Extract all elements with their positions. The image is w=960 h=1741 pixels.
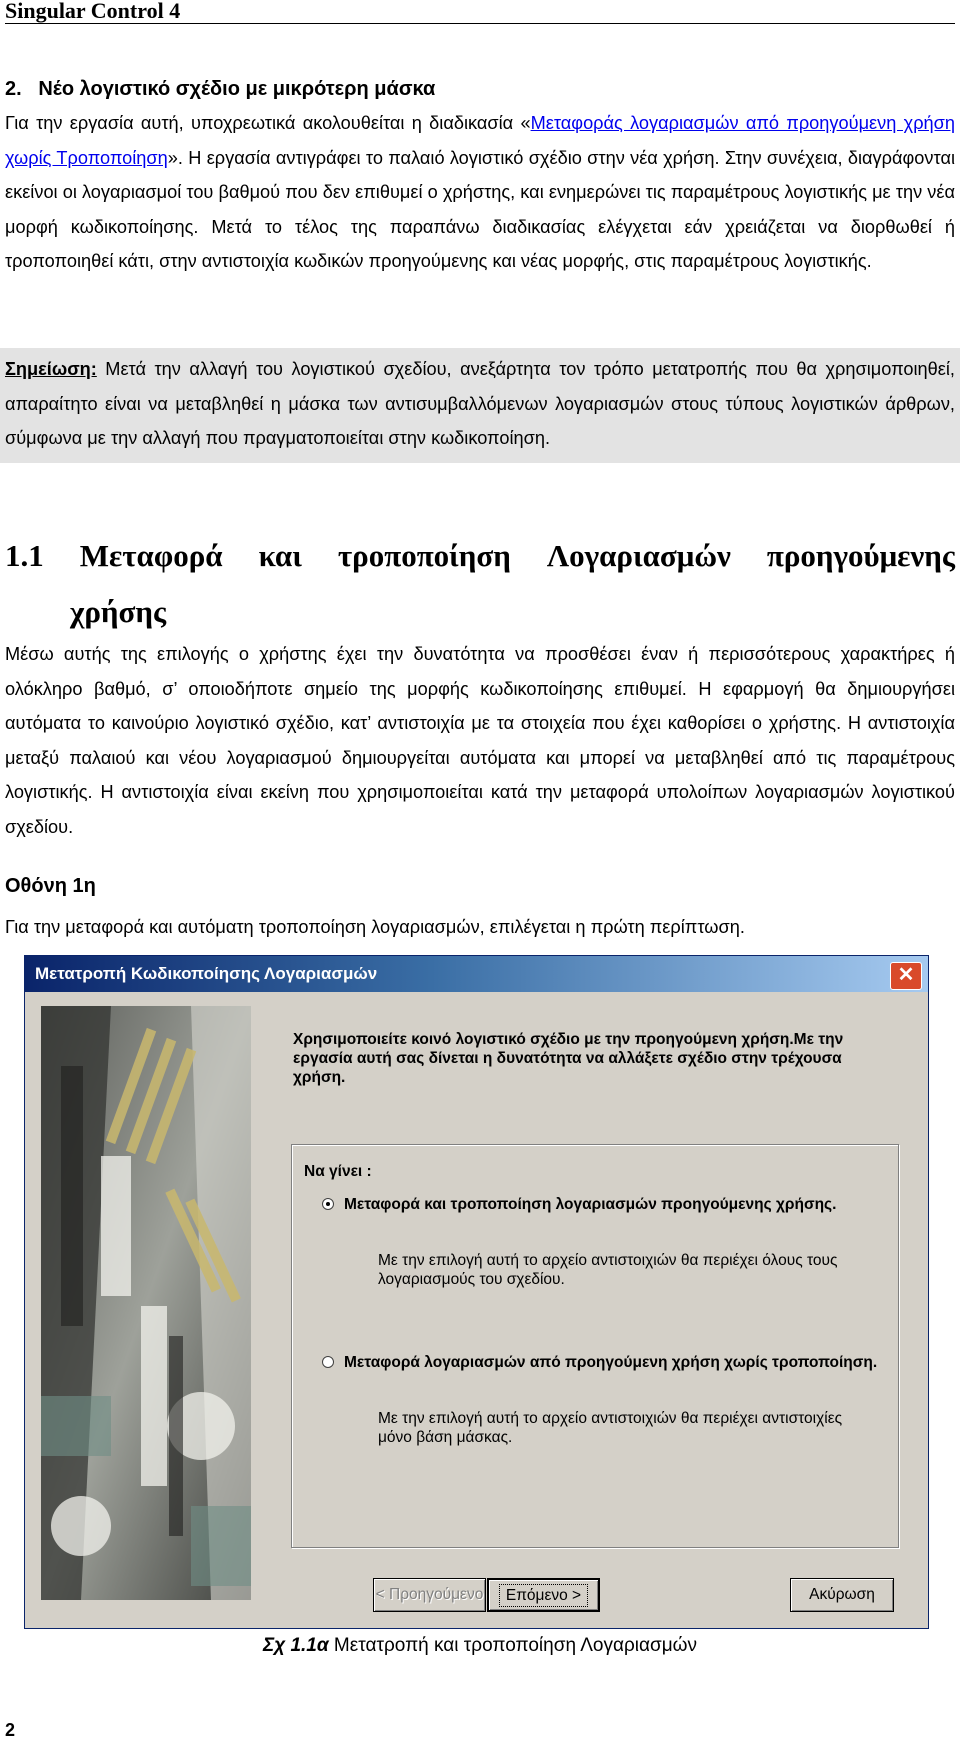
intro-paragraph: Για την εργασία αυτή, υποχρεωτικά ακολουθείται η διαδικασία «Μεταφοράς λογαριασμών από προηγούμενη χρήση χωρίς Τροποποίηση». Η εργασία αντιγράφει το παλαιό λογιστικό σχέδιο στην νέα χρήση. Στην συνέχεια, διαγράφονται εκείνοι οι λογαριασμοί του βαθμού που δεν επιθυμεί ο χρήστης, και ενημερώνει τις παραμέτρους λογιστικής με την νέα μορφή κωδικοποίησης. Μετά το τέλος της παραπάνω διαδικασίας ελέγχεται εάν χρειάζεται να διορθωθεί ή τροποποιηθεί κάτι, στην αντιστοιχία κωδικών προηγούμενης και νέας μορφής, στις παραμέτρους λογιστικής. xyxy=(5,113,955,271)
dialog-title: Μετατροπή Κωδικοποίησης Λογαριασμών xyxy=(35,964,378,983)
transfer-without-modification-link[interactable]: Μεταφοράς λογαριασμών από προηγούμενη χρήση χωρίς Τροποποίηση xyxy=(5,113,955,168)
option-transfer-modify-desc: Με την επιλογή αυτή το αρχείο αντιστοιχιών θα περιέχει όλους τους λογαριασμούς του σχεδίου. xyxy=(378,1252,838,1288)
option-transfer-no-modify-desc: Με την επιλογή αυτή το αρχείο αντιστοιχιών θα περιέχει αντιστοιχίες μόνο βάση μάσκας. xyxy=(378,1410,843,1446)
section-heading: 2. Νέο λογιστικό σχέδιο με μικρότερη μάσκα xyxy=(5,78,436,100)
screen-title: Οθόνη 1η xyxy=(5,875,96,897)
cancel-button[interactable]: Ακύρωση xyxy=(790,1578,894,1612)
chapter-heading: 1.1 Μεταφορά και τροποποίηση Λογαριασμών προηγούμενης χρήσης xyxy=(5,538,955,629)
option-transfer-modify[interactable]: Μεταφορά και τροποποίηση λογαριασμών προηγούμενης χρήσης. xyxy=(322,1195,882,1214)
dialog-titlebar xyxy=(25,956,928,992)
caption-label: Σχ 1.1α xyxy=(262,1635,329,1656)
section-title: Νέο λογιστικό σχέδιο με μικρότερη μάσκα xyxy=(38,78,436,100)
options-group xyxy=(291,1144,899,1548)
radio-transfer-modify[interactable] xyxy=(322,1198,334,1210)
group-label: Να γίνει : xyxy=(304,1163,372,1180)
close-icon[interactable]: ✕ xyxy=(890,962,922,990)
note-label: Σημείωση: xyxy=(5,359,97,379)
next-button[interactable]: Επόμενο > xyxy=(487,1578,600,1612)
radio-transfer-no-modify[interactable] xyxy=(322,1356,334,1368)
wizard-artwork xyxy=(41,1006,251,1600)
header-title: Singular Control 4 xyxy=(5,0,181,23)
option-transfer-no-modify[interactable]: Μεταφορά λογαριασμών από προηγούμενη χρήση χωρίς τροποποίηση. xyxy=(322,1353,882,1372)
screen-intro: Για την μεταφορά και αυτόματη τροποποίηση λογαριασμών, επιλέγεται η πρώτη περίπτωση. xyxy=(5,917,745,937)
dialog-intro: Χρησιμοποιείτε κοινό λογιστικό σχέδιο με την προηγούμενη χρήση.Με την εργασία αυτή σας δίνεται η δυνατότητα να αλλάξετε σχέδιο στην τρέχουσα χρήση. xyxy=(293,1031,844,1086)
running-header xyxy=(5,0,955,24)
note-box xyxy=(0,348,960,463)
page-number: 2 xyxy=(5,1720,16,1740)
body-paragraph: Μέσω αυτής της επιλογής ο χρήστης έχει την δυνατότητα να προσθέσει έναν ή περισσότερους χαρακτήρες ή ολόκληρο βαθμό, σ’ οποιοδήποτε σημείο της μορφής κωδικοποίησης επιθυμεί. Η εφαρμογή θα δημιουργήσει αυτόματα το καινούριο λογιστικό σχέδιο, κατ’ αντιστοιχία με τα στοιχεία που έχει καθορίσει ο χρήστης. Η αντιστοιχία μεταξύ παλαιού και νέου λογαριασμού δημιουργείται αυτόματα και μπορεί να μεταβληθεί από τις παραμέτρους λογιστικής. Η αντιστοιχία είναι εκείνη που χρησιμοποιείται κατά την μεταφορά υπολοίπων λογαριασμών λογιστικού σχεδίου. xyxy=(5,644,955,837)
back-button[interactable]: < Προηγούμενο xyxy=(373,1578,486,1612)
conversion-dialog xyxy=(24,955,929,1629)
figure-caption: Σχ 1.1α Μετατροπή και τροποποίηση Λογαριασμών xyxy=(262,1635,698,1656)
note-text: Μετά την αλλαγή του λογιστικού σχεδίου, ανεξάρτητα τον τρόπο μετατροπής που θα χρησιμοποιηθεί, απαραίτητο είναι να μεταβληθεί η μάσκα των αντισυμβαλλόμενων λογαριασμών στους τύπους λογιστικών άρθρων, σύμφωνα με την αλλαγή που πραγματοποιείται στην κωδικοποίηση. xyxy=(5,359,955,448)
